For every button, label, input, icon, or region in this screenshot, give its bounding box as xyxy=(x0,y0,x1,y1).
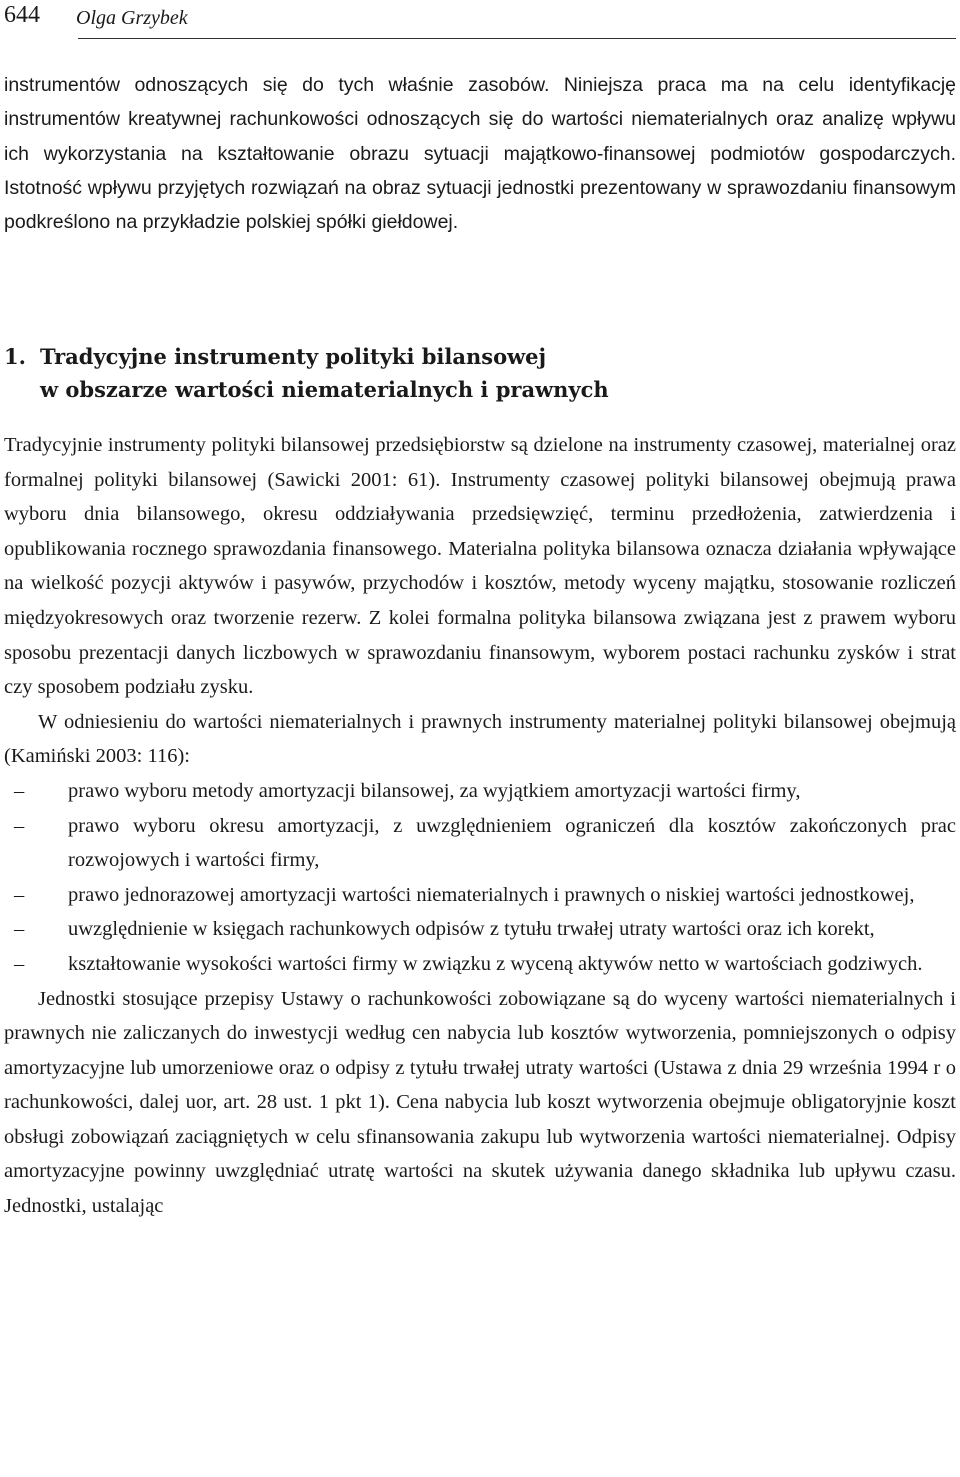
list-item-text: prawo wyboru okresu amortyzacji, z uwzględnieniem ograniczeń dla kosztów zakończonych prac rozwojowych i wartości firmy, xyxy=(68,814,956,872)
header-rule xyxy=(78,38,956,39)
instrument-list xyxy=(4,774,956,982)
list-item xyxy=(4,947,956,982)
list-item-text: uwzględnienie w księgach rachunkowych odpisów z tytułu trwałej utraty wartości oraz ich korekt, xyxy=(68,918,875,941)
dash-bullet: – xyxy=(14,952,25,975)
body-paragraph: Jednostki stosujące przepisy Ustawy o rachunkowości zobowiązane są do wyceny wartości niematerialnych i prawnych nie zaliczanych do inwestycji według cen nabycia lub kosztów wytworzenia, pomniejszonych o odpisy amortyzacyjne lub umorzeniowe oraz o odpisy z tytułu trwałej utraty wartości (Ustawa z dnia 29 września 1994 r o rachunkowości, dalej uor, art. 28 ust. 1 pkt 1). Cena nabycia lub koszt wytworzenia obejmuje obligatoryjnie koszt obsługi zobowiązań zaciągniętych w celu sfinansowania zakupu lub wytworzenia wartości niematerialnej. Odpisy amortyzacyjne powinny uwzględniać utratę wartości na skutek używania danego składnika lub upływu czasu. Jednostki, ustalając xyxy=(4,987,956,1218)
page-number: 644 xyxy=(4,2,40,28)
dash-bullet: – xyxy=(14,883,25,906)
list-item-text: kształtowanie wysokości wartości firmy w związku z wyceną aktywów netto w wartościach godziwych. xyxy=(68,952,923,975)
body-paragraph: Tradycyjnie instrumenty polityki bilansowej przedsiębiorstw są dzielone na instrumenty czasowej, materialnej oraz formalnej polityki bilansowej (Sawicki 2001: 61). Instrumenty czasowej polityki bilansowej obejmują prawa wyboru dnia bilansowego, okresu oddziaływania przedsięwzięć, terminu przedłożenia, zatwierdzenia i opublikowania rocznego sprawozdania finansowego. Materialna polityka bilansowa oznacza działania wpływające na wielkość pozycji aktywów i pasywów, przychodów i kosztów, metody wyceny majątku, stosowanie rozliczeń międzyokresowych oraz tworzenie rezerw. Z kolei formalna polityka bilansowa związana jest z prawem wyboru sposobu prezentacji danych liczbowych w sprawozdaniu finansowym, wyborem postaci rachunku zysków i strat czy sposobem podziału zysku. xyxy=(4,434,956,699)
dash-bullet: – xyxy=(14,779,25,802)
section-title-line1: Tradycyjne instrumenty polityki bilansowej xyxy=(40,344,547,369)
list-item xyxy=(4,878,956,913)
list-item-text: prawo wyboru metody amortyzacji bilansowej, za wyjątkiem amortyzacji wartości firmy, xyxy=(68,779,801,802)
author-name: Olga Grzybek xyxy=(76,7,188,29)
running-header xyxy=(4,0,956,40)
section-heading xyxy=(4,340,956,406)
dash-bullet: – xyxy=(14,918,25,941)
list-item-text: prawo jednorazowej amortyzacji wartości niematerialnych i prawnych o niskiej wartości jednostkowej, xyxy=(68,883,915,906)
list-item xyxy=(4,774,956,809)
section-title-line2: w obszarze wartości niematerialnych i prawnych xyxy=(40,377,609,402)
dash-bullet: – xyxy=(14,814,25,837)
section-number: 1. xyxy=(4,344,26,369)
section-body xyxy=(4,428,956,1224)
list-item xyxy=(4,809,956,878)
intro-paragraph: instrumentów odnoszących się do tych właśnie zasobów. Niniejsza praca ma na celu identyfikację instrumentów kreatywnej rachunkowości odnoszących się do wartości niematerialnych oraz analizę wpływu ich wykorzystania na kształtowanie obrazu sytuacji majątkowo-finansowej podmiotów gospodarczych. Istotność wpływu przyjętych rozwiązań na obraz sytuacji jednostki prezentowany w sprawozdaniu finansowym podkreślono na przykładzie polskiej spółki giełdowej. xyxy=(4,74,956,234)
body-paragraph: W odniesieniu do wartości niematerialnych i prawnych instrumenty materialnej polityki bilansowej obejmują (Kamiński 2003: 116): xyxy=(4,710,956,768)
list-item xyxy=(4,912,956,947)
